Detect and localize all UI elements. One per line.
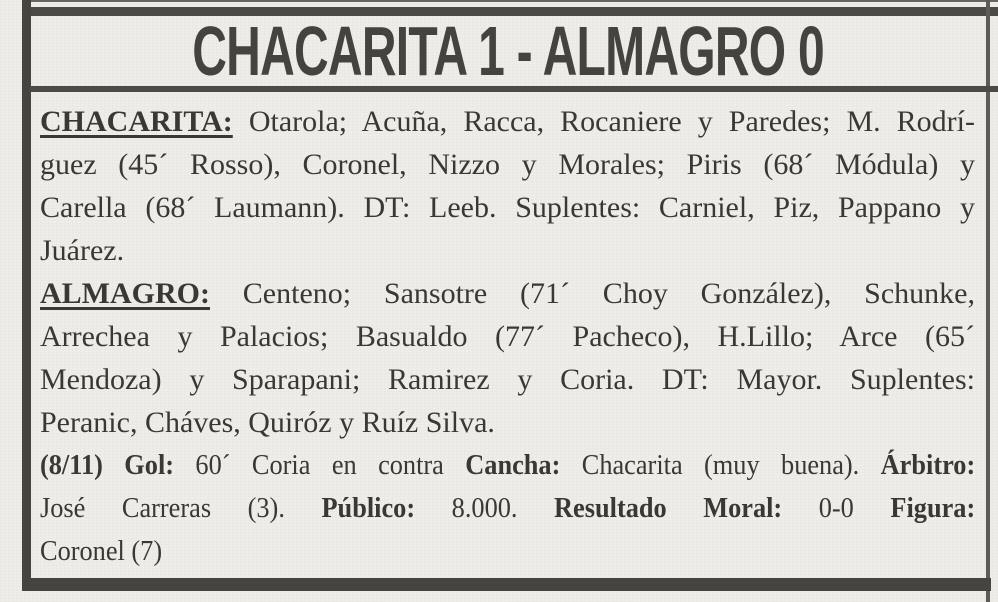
text-run: 8.000. bbox=[415, 492, 555, 524]
text-run: Arrechea y Palacios; Basualdo (77´ Pacheco), H.Lillo; Arce (65´ bbox=[40, 320, 975, 353]
text-run: Cancha: bbox=[465, 449, 561, 481]
text-run: Carella (68´ Laumann). DT: Leeb. Suplentes: Carniel, Piz, Pappano y bbox=[40, 191, 975, 224]
text-run: Peranic, Cháves, Quiróz y Ruíz Silva. bbox=[40, 406, 495, 439]
report-paragraph-match-stats bbox=[40, 444, 986, 573]
report-line bbox=[40, 530, 975, 573]
text-run: Juárez. bbox=[40, 234, 125, 267]
text-run: guez (45´ Rosso), Coronel, Nizzo y Morales; Piris (68´ Módula) y bbox=[40, 148, 975, 181]
report-line bbox=[40, 358, 975, 401]
text-run: Resultado Moral: bbox=[554, 492, 783, 524]
report-line bbox=[40, 444, 975, 487]
scoreline-band bbox=[30, 12, 986, 90]
report-line bbox=[40, 143, 975, 186]
report-line bbox=[40, 487, 975, 530]
bottom-frame-rule bbox=[22, 578, 991, 591]
scoreline-title: CHACARITA 1 - ALMAGRO 0 bbox=[192, 12, 824, 90]
report-line bbox=[40, 401, 975, 444]
text-run: (8/11) Gol: bbox=[40, 449, 175, 481]
report-paragraph-chacarita-lineup bbox=[40, 100, 986, 272]
text-run: Otarola; Acuña, Racca, Rocaniere y Paredes; M. Rodrí- bbox=[232, 105, 975, 138]
text-run: ALMAGRO: bbox=[40, 277, 210, 310]
text-run: 60´ Coria en contra bbox=[174, 449, 466, 481]
text-run: Coronel (7) bbox=[40, 535, 163, 567]
text-run: Mendoza) y Sparapani; Ramirez y Coria. DT: Mayor. Suplentes: bbox=[40, 363, 975, 396]
report-line bbox=[40, 315, 975, 358]
text-run: Figura: bbox=[890, 492, 976, 524]
report-line bbox=[40, 272, 975, 315]
report-paragraph-almagro-lineup bbox=[40, 272, 986, 444]
text-run: 0-0 bbox=[782, 492, 891, 524]
text-run: Chacarita (muy buena). bbox=[560, 449, 881, 481]
text-run: CHACARITA: bbox=[40, 105, 233, 138]
report-line bbox=[40, 186, 975, 229]
text-run: Público: bbox=[321, 492, 416, 524]
text-run: Centeno; Sansotre (71´ Choy González), Schunke, bbox=[209, 277, 975, 310]
report-line bbox=[40, 100, 975, 143]
text-run: Árbitro: bbox=[880, 449, 976, 481]
match-report-body bbox=[40, 100, 986, 573]
top-hairline-rule bbox=[30, 0, 998, 2]
report-line bbox=[40, 229, 975, 272]
text-run: José Carreras (3). bbox=[40, 492, 322, 524]
